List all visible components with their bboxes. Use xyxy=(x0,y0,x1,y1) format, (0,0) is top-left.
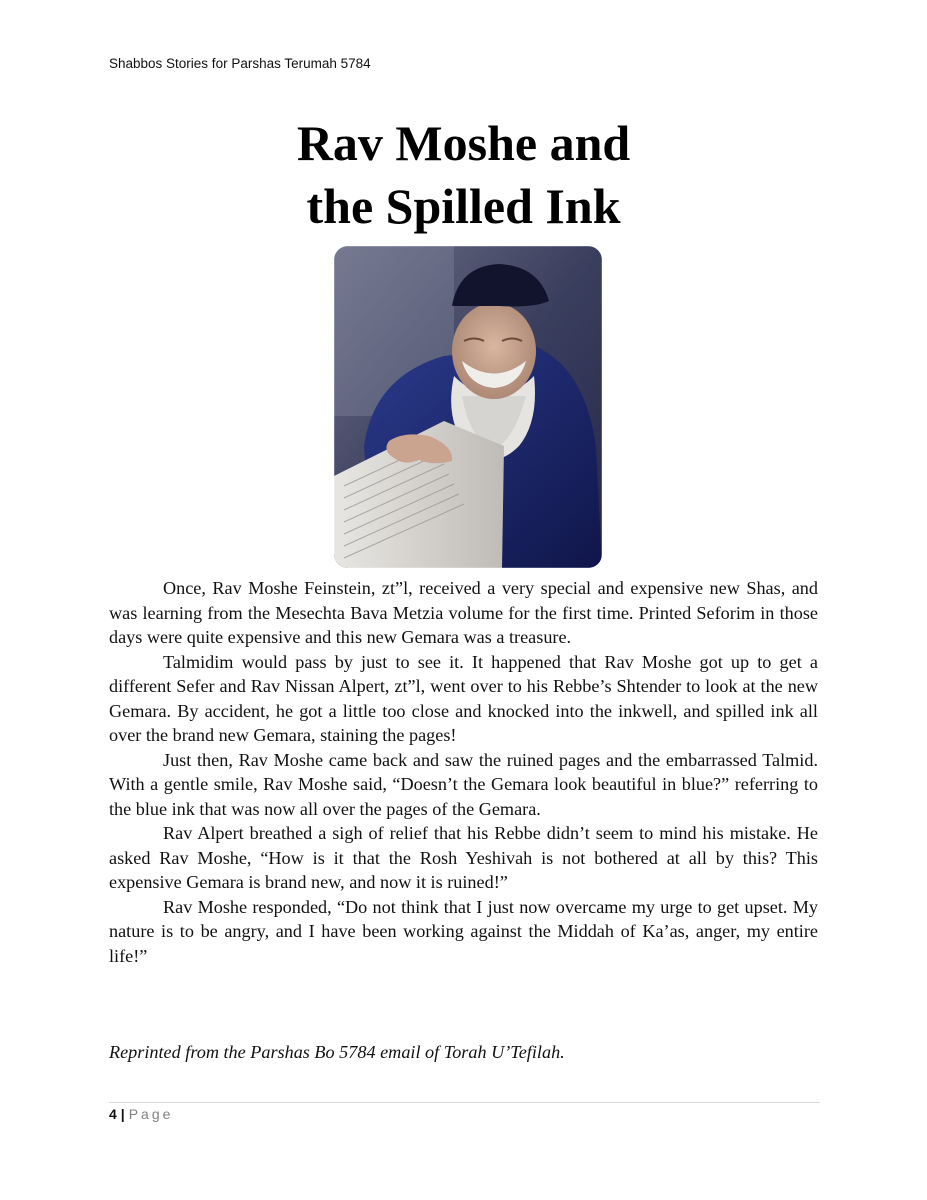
page-number: 4 xyxy=(109,1106,117,1122)
title-line-2: the Spilled Ink xyxy=(306,178,621,234)
story-paragraph-2: Talmidim would pass by just to see it. It happened that Rav Moshe got up to get a different Sefer and Rav Nissan Alpert, zt”l, went over to his Rebbe’s Shtender to look at the new Gemara. By accident, he got a little too close and knocked into the inkwell, and spilled ink all over the brand new Gemara, staining the pages! xyxy=(109,651,818,745)
story-title xyxy=(0,112,927,238)
reprint-credit: Reprinted from the Parshas Bo 5784 email of Torah U’Tefilah. xyxy=(109,1042,565,1062)
story-paragraph-1: Once, Rav Moshe Feinstein, zt”l, received a very special and expensive new Shas, and was learning from the Mesechta Bava Metzia volume for the first time. Printed Seforim in those days were quite expensive and this new Gemara was a treasure. xyxy=(109,578,818,647)
footer-separator: | xyxy=(120,1106,125,1122)
story-paragraph-5: Rav Moshe responded, “Do not think that I just now overcame my urge to get upset. My nature is to be angry, and I have been working against the Middah of Ka’as, anger, my entire life!” xyxy=(109,896,818,966)
title-line-1: Rav Moshe and xyxy=(296,115,631,171)
page-footer xyxy=(109,1106,173,1122)
running-header: Shabbos Stories for Parshas Terumah 5784 xyxy=(109,56,371,71)
story-paragraph-3: Just then, Rav Moshe came back and saw the ruined pages and the embarrassed Talmid. With a gentle smile, Rav Moshe said, “Doesn’t the Gemara look beautiful in blue?” referring to the blue ink that was now all over the pages of the Gemara. xyxy=(109,749,818,819)
page-label: Page xyxy=(128,1106,174,1122)
story-body xyxy=(109,576,818,968)
story-paragraph-4: Rav Alpert breathed a sigh of relief that his Rebbe didn’t seem to mind his mistake. He asked Rav Moshe, “How is it that the Rosh Yeshivah is not bothered at all by this? This expensive Gemara is brand new, and now it is ruined!” xyxy=(109,823,818,892)
rav-moshe-photo xyxy=(334,246,602,568)
footer-divider xyxy=(109,1102,820,1103)
